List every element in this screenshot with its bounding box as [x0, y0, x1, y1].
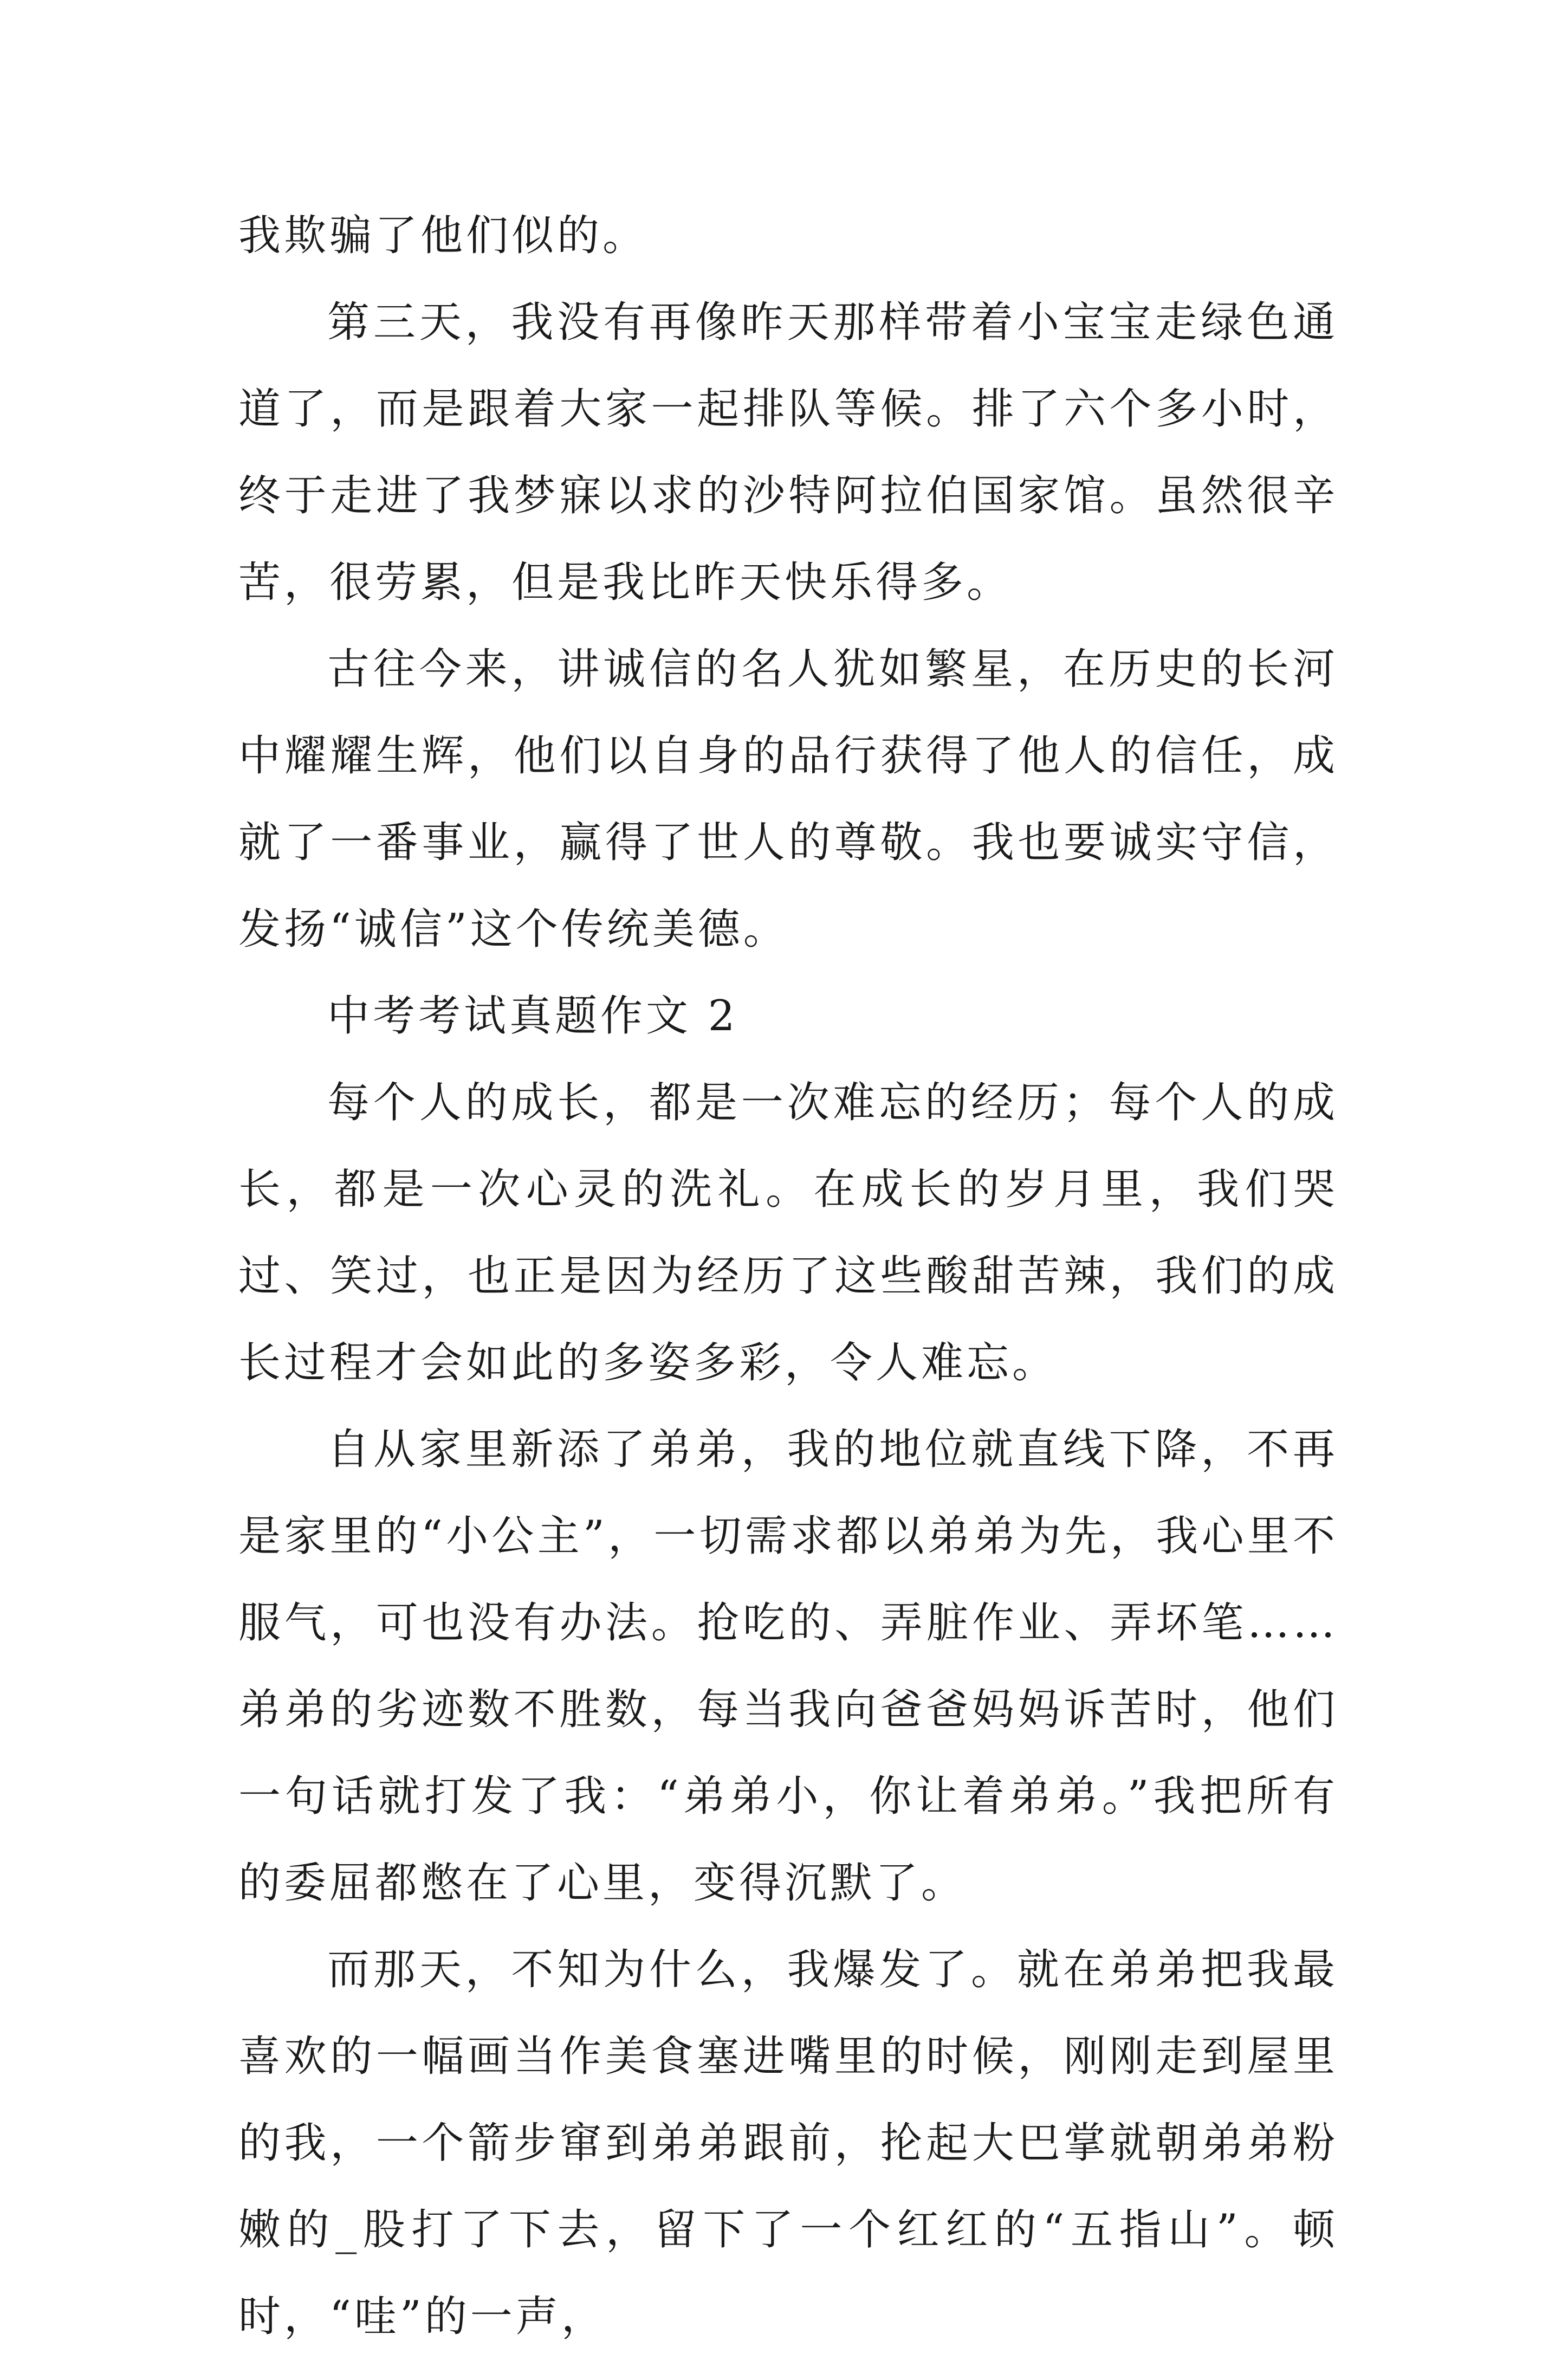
- paragraph-continuation: 我欺骗了他们似的。: [238, 211, 649, 260]
- paragraph-honesty: 古往今来，讲诚信的名人犹如繁星，在历史的长河中耀耀生辉，他们以自身的品行获得了他人的信任，成就了一番事业，赢得了世人的尊敬。我也要诚实守信，发扬“诚信”这个传统美德。: [238, 645, 1338, 954]
- paragraph-little-brother: 自从家里新添了弟弟，我的地位就直线下降，不再是家里的“小公主”，一切需求都以弟弟为先，我心里不服气，可也没有办法。抢吃的、弄脏作业、弄坏笔……弟弟的劣迹数不胜数，每当我向爸爸妈妈诉苦时，他们一句话就打发了我：“弟弟小，你让着弟弟。”我把所有的委屈都憋在了心里，变得沉默了。: [238, 1425, 1338, 1908]
- document-body: [238, 192, 1338, 2360]
- paragraph-third-day: 第三天，我没有再像昨天那样带着小宝宝走绿色通道了，而是跟着大家一起排队等候。排了六个多小时，终于走进了我梦寐以求的沙特阿拉伯国家馆。虽然很辛苦，很劳累，但是我比昨天快乐得多。: [238, 298, 1338, 607]
- essay-heading: 中考考试真题作文 2: [327, 992, 738, 1040]
- paragraph-outburst: 而那天，不知为什么，我爆发了。就在弟弟把我最喜欢的一幅画当作美食塞进嘴里的时候，刚刚走到屋里的我，一个箭步窜到弟弟跟前，抡起大巴掌就朝弟弟粉嫩的_股打了下去，留下了一个红红的“五指山”。顿时，“哇”的一声，: [238, 1945, 1338, 2341]
- paragraph-growth-intro: 每个人的成长，都是一次难忘的经历；每个人的成长，都是一次心灵的洗礼。在成长的岁月里，我们哭过、笑过，也正是因为经历了这些酸甜苦辣，我们的成长过程才会如此的多姿多彩，令人难忘。: [238, 1078, 1338, 1387]
